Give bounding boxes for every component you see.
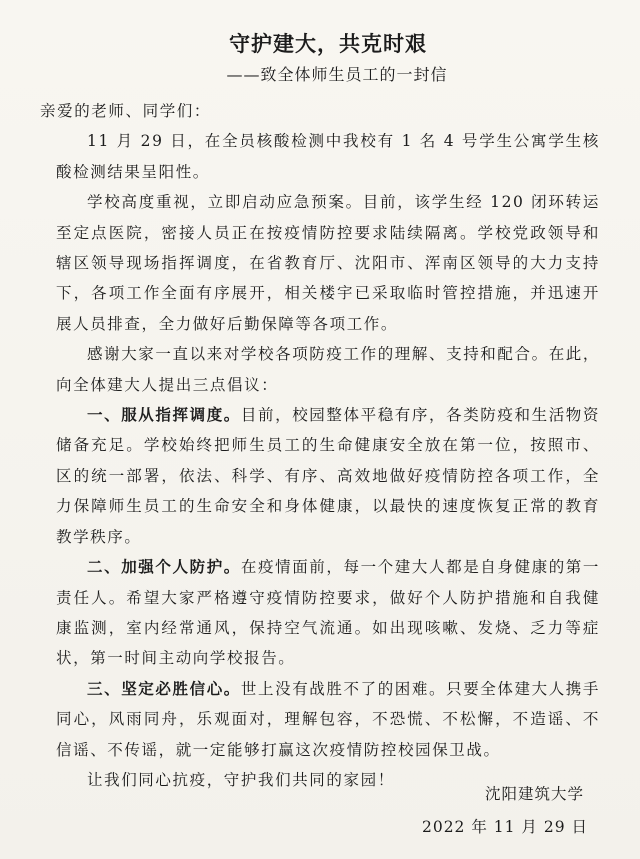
paragraph-2 xyxy=(56,187,600,339)
paragraph-text: 11 月 29 日，在全员核酸检测中我校有 1 名 4 号学生公寓学生核酸检测结果呈阳性。 xyxy=(56,132,600,181)
paragraph-text: 目前，校园整体平稳有序，各类防疫和生活物资储备充足。学校始终把师生员工的生命健康安全放在第一位，按照市、区的统一部署，依法、科学、有序、高效地做好疫情防控各项工作，全力保障师生员工的生命安全和身体健康，以最快的速度恢复正常的教育教学秩序。 xyxy=(56,406,601,546)
salutation: 亲爱的老师、同学们： xyxy=(40,102,212,120)
paragraph-1 xyxy=(56,126,600,187)
proposal-3 xyxy=(56,674,600,765)
letter-body xyxy=(40,96,601,795)
paragraph-text: 世上没有战胜不了的困难。只要全体建大人携手同心，风雨同舟，乐观面对，理解包容，不恐慌、不松懈，不造谣、不信谣、不传谣，就一定能够打赢这次疫情防控校园保卫战。 xyxy=(56,679,601,759)
proposal-2 xyxy=(56,552,600,674)
paragraph-text: 在疫情面前，每一个建大人都是自身健康的第一责任人。希望大家严格遵守疫情防控要求，做好个人防护措施和自我健康监测，室内经常通风，保持空气流通。如出现咳嗽、发烧、乏力等症状，第一时间主动向学校报告。 xyxy=(56,558,601,668)
proposal-1 xyxy=(56,400,600,552)
proposal-heading: 一、服从指挥调度。 xyxy=(87,405,241,425)
proposal-heading: 三、坚定必胜信心。 xyxy=(87,678,241,698)
paragraph-text: 学校高度重视，立即启动应急预案。目前，该学生经 120 闭环转运至定点医院，密接人员正在按疫情防控要求陆续隔离。学校党政领导和辖区领导现场指挥调度，在省教育厅、沈阳市、浑南区领导的大力支持下，各项工作全面有序展开，相关楼宇已采取临时管控措施，并迅速开展人员排查，全力做好后勤保障等各项工作。 xyxy=(56,193,600,333)
letter-title: 守护建大，共克时艰 xyxy=(229,31,427,56)
proposal-heading: 二、加强个人防护。 xyxy=(87,557,241,577)
paragraph-3 xyxy=(56,339,600,400)
letter-subtitle: ——致全体师生员工的一封信 xyxy=(226,65,448,84)
paragraph-text: 感谢大家一直以来对学校各项防疫工作的理解、支持和配合。在此，向全体建大人提出三点倡议： xyxy=(56,345,601,394)
signature-date: 2022 年 11 月 29 日 xyxy=(421,818,588,836)
signature-organization: 沈阳建筑大学 xyxy=(484,785,584,803)
paragraph-text: 让我们同心抗疫，守护我们共同的家园！ xyxy=(87,770,395,789)
